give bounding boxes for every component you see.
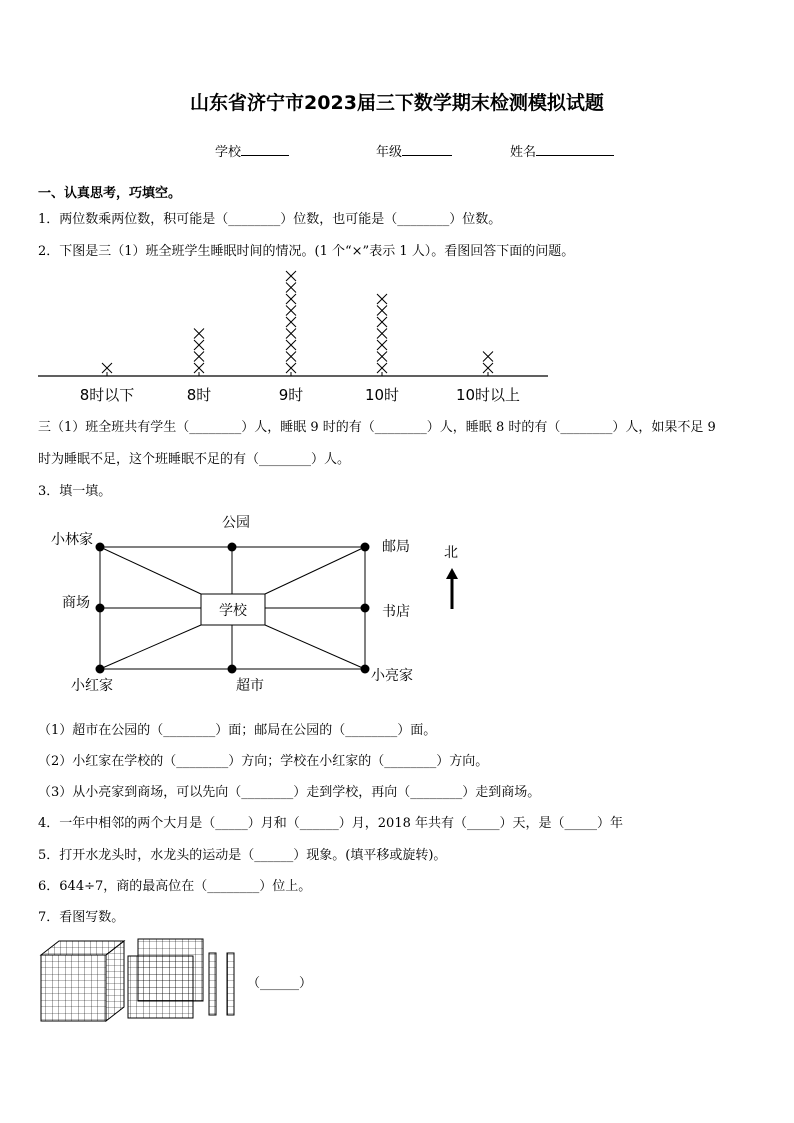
cross-mark: [286, 340, 296, 350]
cross-mark: [102, 363, 112, 373]
label-xiaolin-home: 小林家: [51, 532, 93, 548]
question-6: 6．644÷7，商的最高位在（________）位上。: [38, 879, 312, 894]
node-park: [228, 543, 237, 552]
node-xiaohong-home: [96, 665, 105, 674]
cross-mark: [483, 363, 493, 373]
question-3-3: （3）从小亮家到商场，可以先向（________）走到学校，再向（________）走到商场。: [38, 785, 541, 800]
category-label: 10时: [364, 386, 400, 404]
cross-mark: [286, 352, 296, 362]
road-xiaoliang-school: [265, 625, 365, 669]
cross-mark: [286, 306, 296, 316]
name-blank[interactable]: [536, 142, 614, 156]
question-3-2: （2）小红家在学校的（________）方向；学校在小红家的（________）方向。: [38, 754, 489, 769]
cross-mark: [194, 363, 204, 373]
label-park: 公园: [222, 515, 250, 531]
sleep-dot-plot: [0, 258, 794, 408]
cross-mark: [286, 317, 296, 327]
road-post-school: [265, 547, 365, 594]
cross-mark: [377, 340, 387, 350]
section-heading: 一、认真思考，巧填空。: [38, 186, 182, 201]
location-map: [0, 505, 794, 700]
cross-mark: [194, 329, 204, 339]
cross-mark: [286, 271, 296, 281]
category-label: 8时以下: [79, 386, 135, 404]
question-4: 4．一年中相邻的两个大月是（_____）月和（______）月，2018 年共有（_____）天，是（_____）年: [38, 816, 623, 831]
north-arrow-icon: [446, 568, 458, 609]
cross-mark: [377, 294, 387, 304]
cross-mark: [194, 340, 204, 350]
name-label: 姓名: [510, 145, 537, 160]
question-2-line1: 三（1）班全班共有学生（________）人，睡眠 9 时的有（________）人，睡眠 8 时的有（________）人，如果不足 9: [38, 420, 716, 435]
cross-mark: [377, 306, 387, 316]
cross-mark: [377, 329, 387, 339]
cross-mark: [377, 352, 387, 362]
cross-mark: [286, 329, 296, 339]
question-1: 1．两位数乘两位数，积可能是（________）位数，也可能是（________）位数。: [38, 212, 502, 227]
category-label: 8时: [186, 386, 212, 404]
node-mall: [96, 604, 105, 613]
cross-mark: [377, 317, 387, 327]
label-mall: 商场: [62, 595, 90, 611]
category-label: 10时以上: [455, 386, 521, 404]
cross-mark: [483, 352, 493, 362]
cross-mark: [286, 363, 296, 373]
thousand-cube: [41, 941, 124, 1021]
label-north: 北: [444, 545, 458, 561]
school-field: [215, 141, 289, 160]
school-blank[interactable]: [241, 142, 289, 156]
question-7-intro: 7．看图写数。: [38, 910, 125, 925]
grade-label: 年级: [376, 145, 403, 160]
question-3-1: （1）超市在公园的（________）面；邮局在公园的（________）面。: [38, 723, 437, 738]
question-5: 5．打开水龙头时，水龙头的运动是（______）现象。(填平移或旋转)。: [38, 848, 447, 863]
category-label: 9时: [278, 386, 304, 404]
label-bookstore: 书店: [382, 604, 410, 620]
road-xiaohong-school: [100, 625, 201, 669]
hundred-flat-front: [128, 956, 193, 1018]
label-post-office: 邮局: [382, 539, 410, 555]
question-7-answer-blank[interactable]: （______）: [247, 976, 313, 991]
node-xiaoliang-home: [361, 665, 370, 674]
question-2-intro: 2．下图是三（1）班全班学生睡眠时间的情况。(1 个“×”表示 1 人）。看图回答下面的问题。: [38, 244, 575, 259]
grade-blank[interactable]: [402, 142, 452, 156]
ten-rod-1: [209, 953, 216, 1015]
node-supermarket: [228, 665, 237, 674]
node-bookstore: [361, 604, 370, 613]
cross-mark: [286, 294, 296, 304]
node-xiaolin-home: [96, 543, 105, 552]
label-supermarket: 超市: [236, 678, 264, 694]
label-xiaohong-home: 小红家: [71, 678, 113, 694]
grade-field: [376, 141, 452, 160]
school-label: 学校: [215, 145, 242, 160]
cross-mark: [377, 363, 387, 373]
cross-mark: [194, 352, 204, 362]
label-school: 学校: [219, 603, 247, 619]
ten-rod-2: [227, 953, 234, 1015]
label-xiaoliang-home: 小亮家: [371, 668, 413, 684]
cross-mark: [286, 283, 296, 293]
question-2-line2: 时为睡眠不足，这个班睡眠不足的有（________）人。: [38, 452, 351, 467]
question-3-intro: 3．填一填。: [38, 484, 112, 499]
name-field: [510, 141, 614, 160]
road-xiaolin-school: [100, 547, 201, 594]
exam-title: 山东省济宁市2023届三下数学期末检测模拟试题: [190, 92, 604, 114]
node-post-office: [361, 543, 370, 552]
